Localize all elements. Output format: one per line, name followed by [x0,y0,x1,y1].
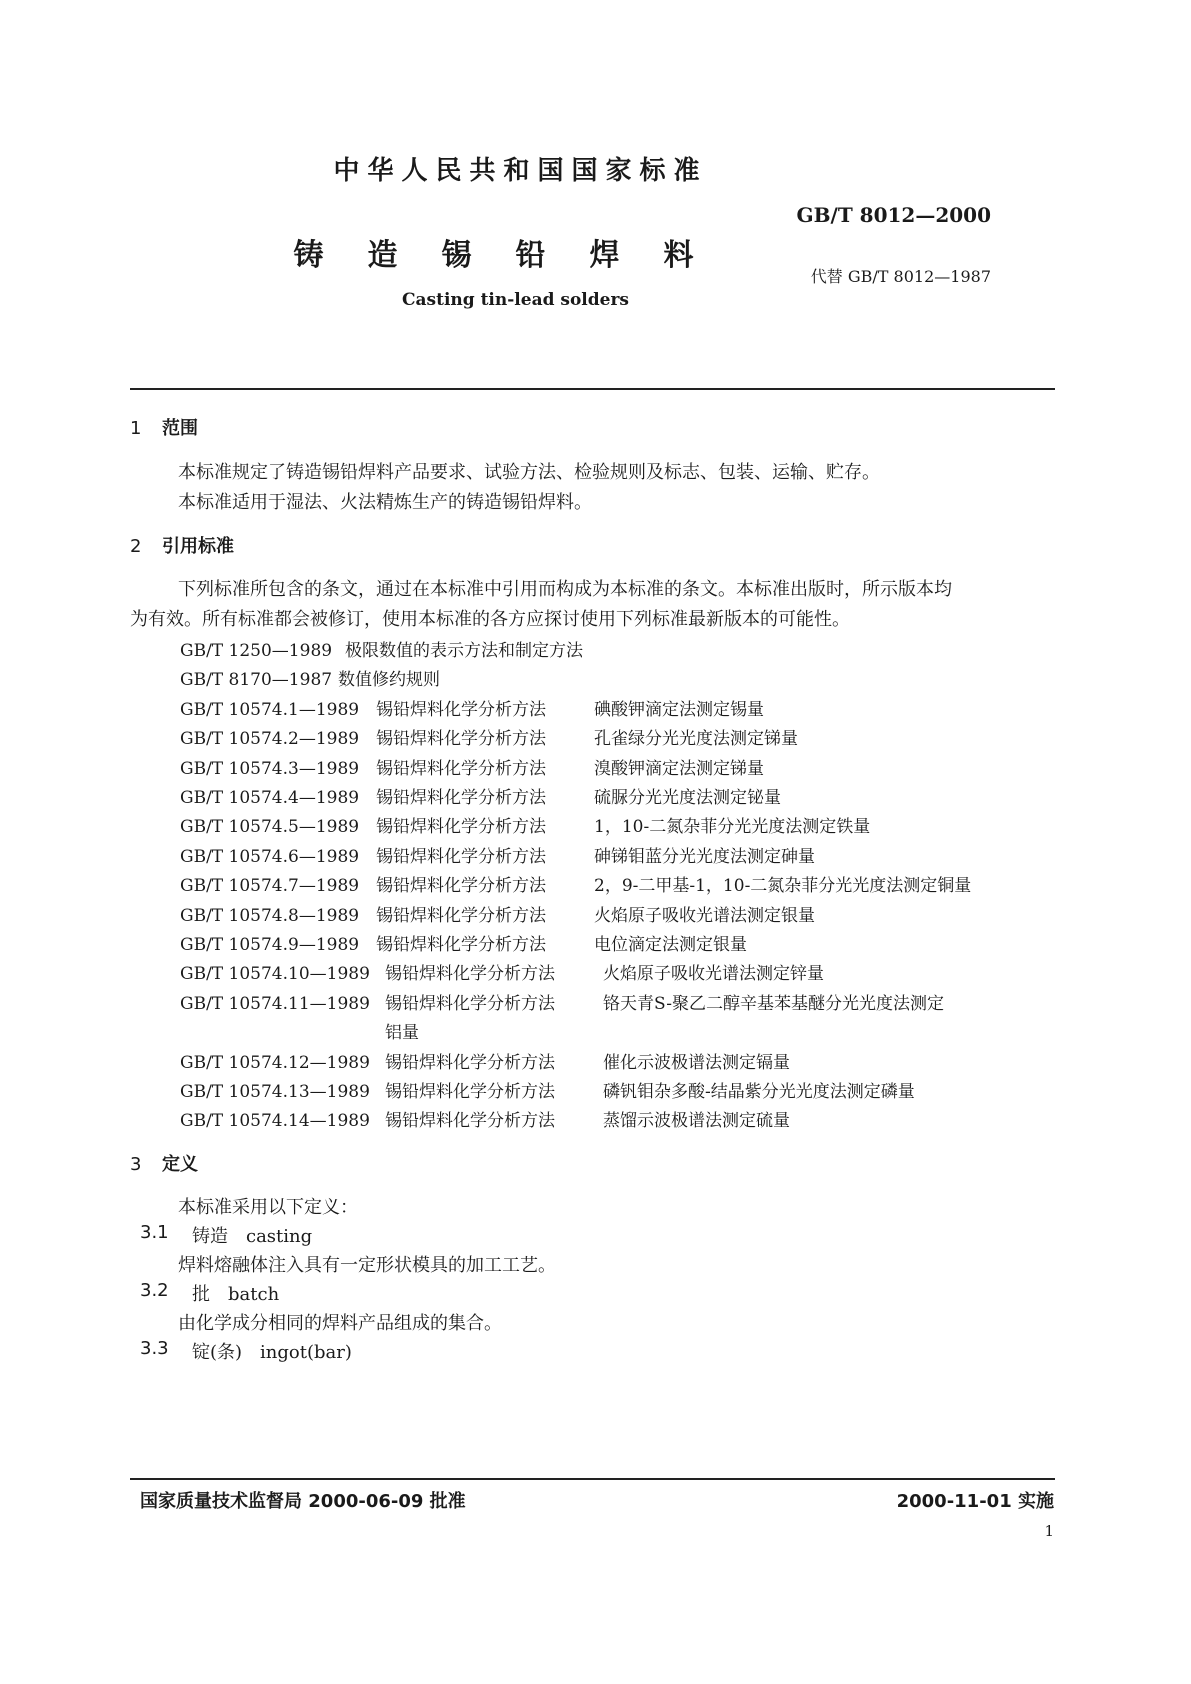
section-3-heading [130,1150,198,1176]
reference-code: GB/T 10574.5—1989 [180,817,360,838]
references-intro-line-1: 下列标准所包含的条文，通过在本标准中引用而构成为本标准的条文。本标准出版时，所示版本均 [178,579,952,600]
reference-code: GB/T 10574.9—1989 [180,935,360,955]
definition-number: 3.2 [140,1280,169,1301]
scope-paragraph-1: 本标准规定了铸造锡铅焊料产品要求、试验方法、检验规则及标志、包装、运输、贮存。 [178,462,880,483]
definition-number: 3.1 [140,1222,169,1243]
reference-code: GB/T 10574.10—1989 [180,964,370,985]
reference-code: GB/T 10574.8—1989 [180,905,360,926]
reference-method: 铬天青S-聚乙二醇辛基苯基醚分光光度法测定 [603,993,945,1014]
reference-method: 碘酸钾滴定法测定锡量 [594,699,764,720]
reference-method: 电位滴定法测定银量 [594,935,747,955]
reference-code: GB/T 10574.2—1989 [180,729,360,750]
standard-code: GB/T 8012—2000 [796,203,991,227]
reference-name: 锡铅焊料化学分析方法 [376,729,546,750]
reference-name: 数值修约规则 [338,670,440,691]
reference-item [180,1077,915,1102]
reference-item [180,1048,790,1073]
reference-name: 锡铅焊料化学分析方法 [376,788,546,808]
reference-item [180,1106,790,1131]
reference-code: GB/T 8170—1987 [180,670,333,691]
reference-method: 催化示波极谱法测定镉量 [603,1052,790,1073]
reference-name: 锡铅焊料化学分析方法 [385,1052,555,1073]
reference-method: 火焰原子吸收光谱法测定银量 [594,905,815,926]
reference-item [180,783,781,808]
definition-term: 锭(条) ingot(bar) [192,1342,352,1363]
definition-term: 批 batch [192,1284,280,1305]
section-title: 范围 [162,418,198,439]
reference-item [180,695,764,720]
scope-paragraph-2: 本标准适用于湿法、火法精炼生产的铸造锡铅焊料。 [178,492,592,513]
reference-code: GB/T 10574.1—1989 [180,699,360,720]
reference-item [180,754,764,779]
document-title-english: Casting tin-lead solders [401,290,629,310]
reference-item [180,871,971,896]
definition-text: 由化学成分相同的焊料产品组成的集合。 [178,1313,502,1334]
reference-method: 火焰原子吸收光谱法测定锌量 [603,964,824,985]
footer-divider [130,1478,1055,1480]
reference-method: 溴酸钾滴定法测定锑量 [594,758,764,779]
reference-code: GB/T 10574.7—1989 [180,876,360,897]
page-number: 1 [1044,1522,1054,1540]
reference-item [180,901,815,926]
reference-item [180,930,747,955]
reference-method-continued: 铝量 [385,1023,419,1044]
reference-item [180,724,798,749]
reference-item [180,989,944,1014]
country-standard-title: 中华人民共和国国家标准 [333,156,708,186]
reference-method: 蒸馏示波极谱法测定硫量 [603,1111,790,1132]
reference-item [180,959,824,984]
definition-term: 铸造 casting [192,1226,313,1247]
reference-code: GB/T 10574.3—1989 [180,758,360,779]
reference-name: 锡铅焊料化学分析方法 [376,876,546,897]
definitions-intro: 本标准采用以下定义： [178,1197,358,1218]
definition-number: 3.3 [140,1338,169,1359]
reference-name: 锡铅焊料化学分析方法 [376,905,546,926]
section-title: 引用标准 [162,536,234,557]
document-title: 铸造锡铅焊料 [293,238,738,273]
reference-code: GB/T 10574.11—1989 [180,993,370,1014]
references-intro-line-2: 为有效。所有标准都会被修订，使用本标准的各方应探讨使用下列标准最新版本的可能性。 [130,609,850,630]
reference-item [180,812,870,837]
reference-name: 锡铅焊料化学分析方法 [376,817,546,838]
reference-name: 锡铅焊料化学分析方法 [385,993,555,1014]
effective-date: 2000-11-01 实施 [896,1491,1054,1512]
approval-statement: 国家质量技术监督局 2000-06-09 批准 [140,1491,466,1512]
reference-method: 砷锑钼蓝分光光度法测定砷量 [594,846,815,867]
reference-item [180,636,583,661]
reference-method: 孔雀绿分光光度法测定锑量 [594,729,798,750]
reference-method: 2，9-二甲基-1，10-二氮杂菲分光光度法测定铜量 [594,876,972,897]
replaces-standard: 代替 GB/T 8012—1987 [810,267,991,286]
reference-method: 磷钒钼杂多酸-结晶紫分光光度法测定磷量 [603,1082,915,1102]
reference-code: GB/T 10574.14—1989 [180,1111,370,1132]
reference-name: 锡铅焊料化学分析方法 [376,699,546,720]
reference-name: 锡铅焊料化学分析方法 [385,964,555,985]
section-title: 定义 [162,1154,198,1175]
reference-name: 锡铅焊料化学分析方法 [385,1082,555,1102]
reference-code: GB/T 10574.13—1989 [180,1082,370,1102]
reference-item [180,842,815,867]
section-number: 1 [130,418,142,439]
section-number: 2 [130,536,142,557]
reference-name: 锡铅焊料化学分析方法 [376,935,546,955]
reference-item [180,665,440,690]
reference-name: 极限数值的表示方法和制定方法 [345,641,583,661]
reference-name: 锡铅焊料化学分析方法 [385,1111,555,1132]
reference-code: GB/T 10574.4—1989 [180,788,360,808]
section-1-heading [130,414,198,440]
reference-method: 1，10-二氮杂菲分光光度法测定铁量 [594,817,871,838]
reference-name: 锡铅焊料化学分析方法 [376,846,546,867]
definition-text: 焊料熔融体注入具有一定形状模具的加工工艺。 [178,1255,556,1276]
reference-method: 硫脲分光光度法测定铋量 [594,788,781,808]
reference-code: GB/T 1250—1989 [180,641,333,661]
section-2-heading [130,532,234,558]
header-divider [130,388,1055,390]
reference-code: GB/T 10574.6—1989 [180,846,360,867]
reference-name: 锡铅焊料化学分析方法 [376,758,546,779]
reference-code: GB/T 10574.12—1989 [180,1052,370,1073]
section-number: 3 [130,1154,142,1175]
